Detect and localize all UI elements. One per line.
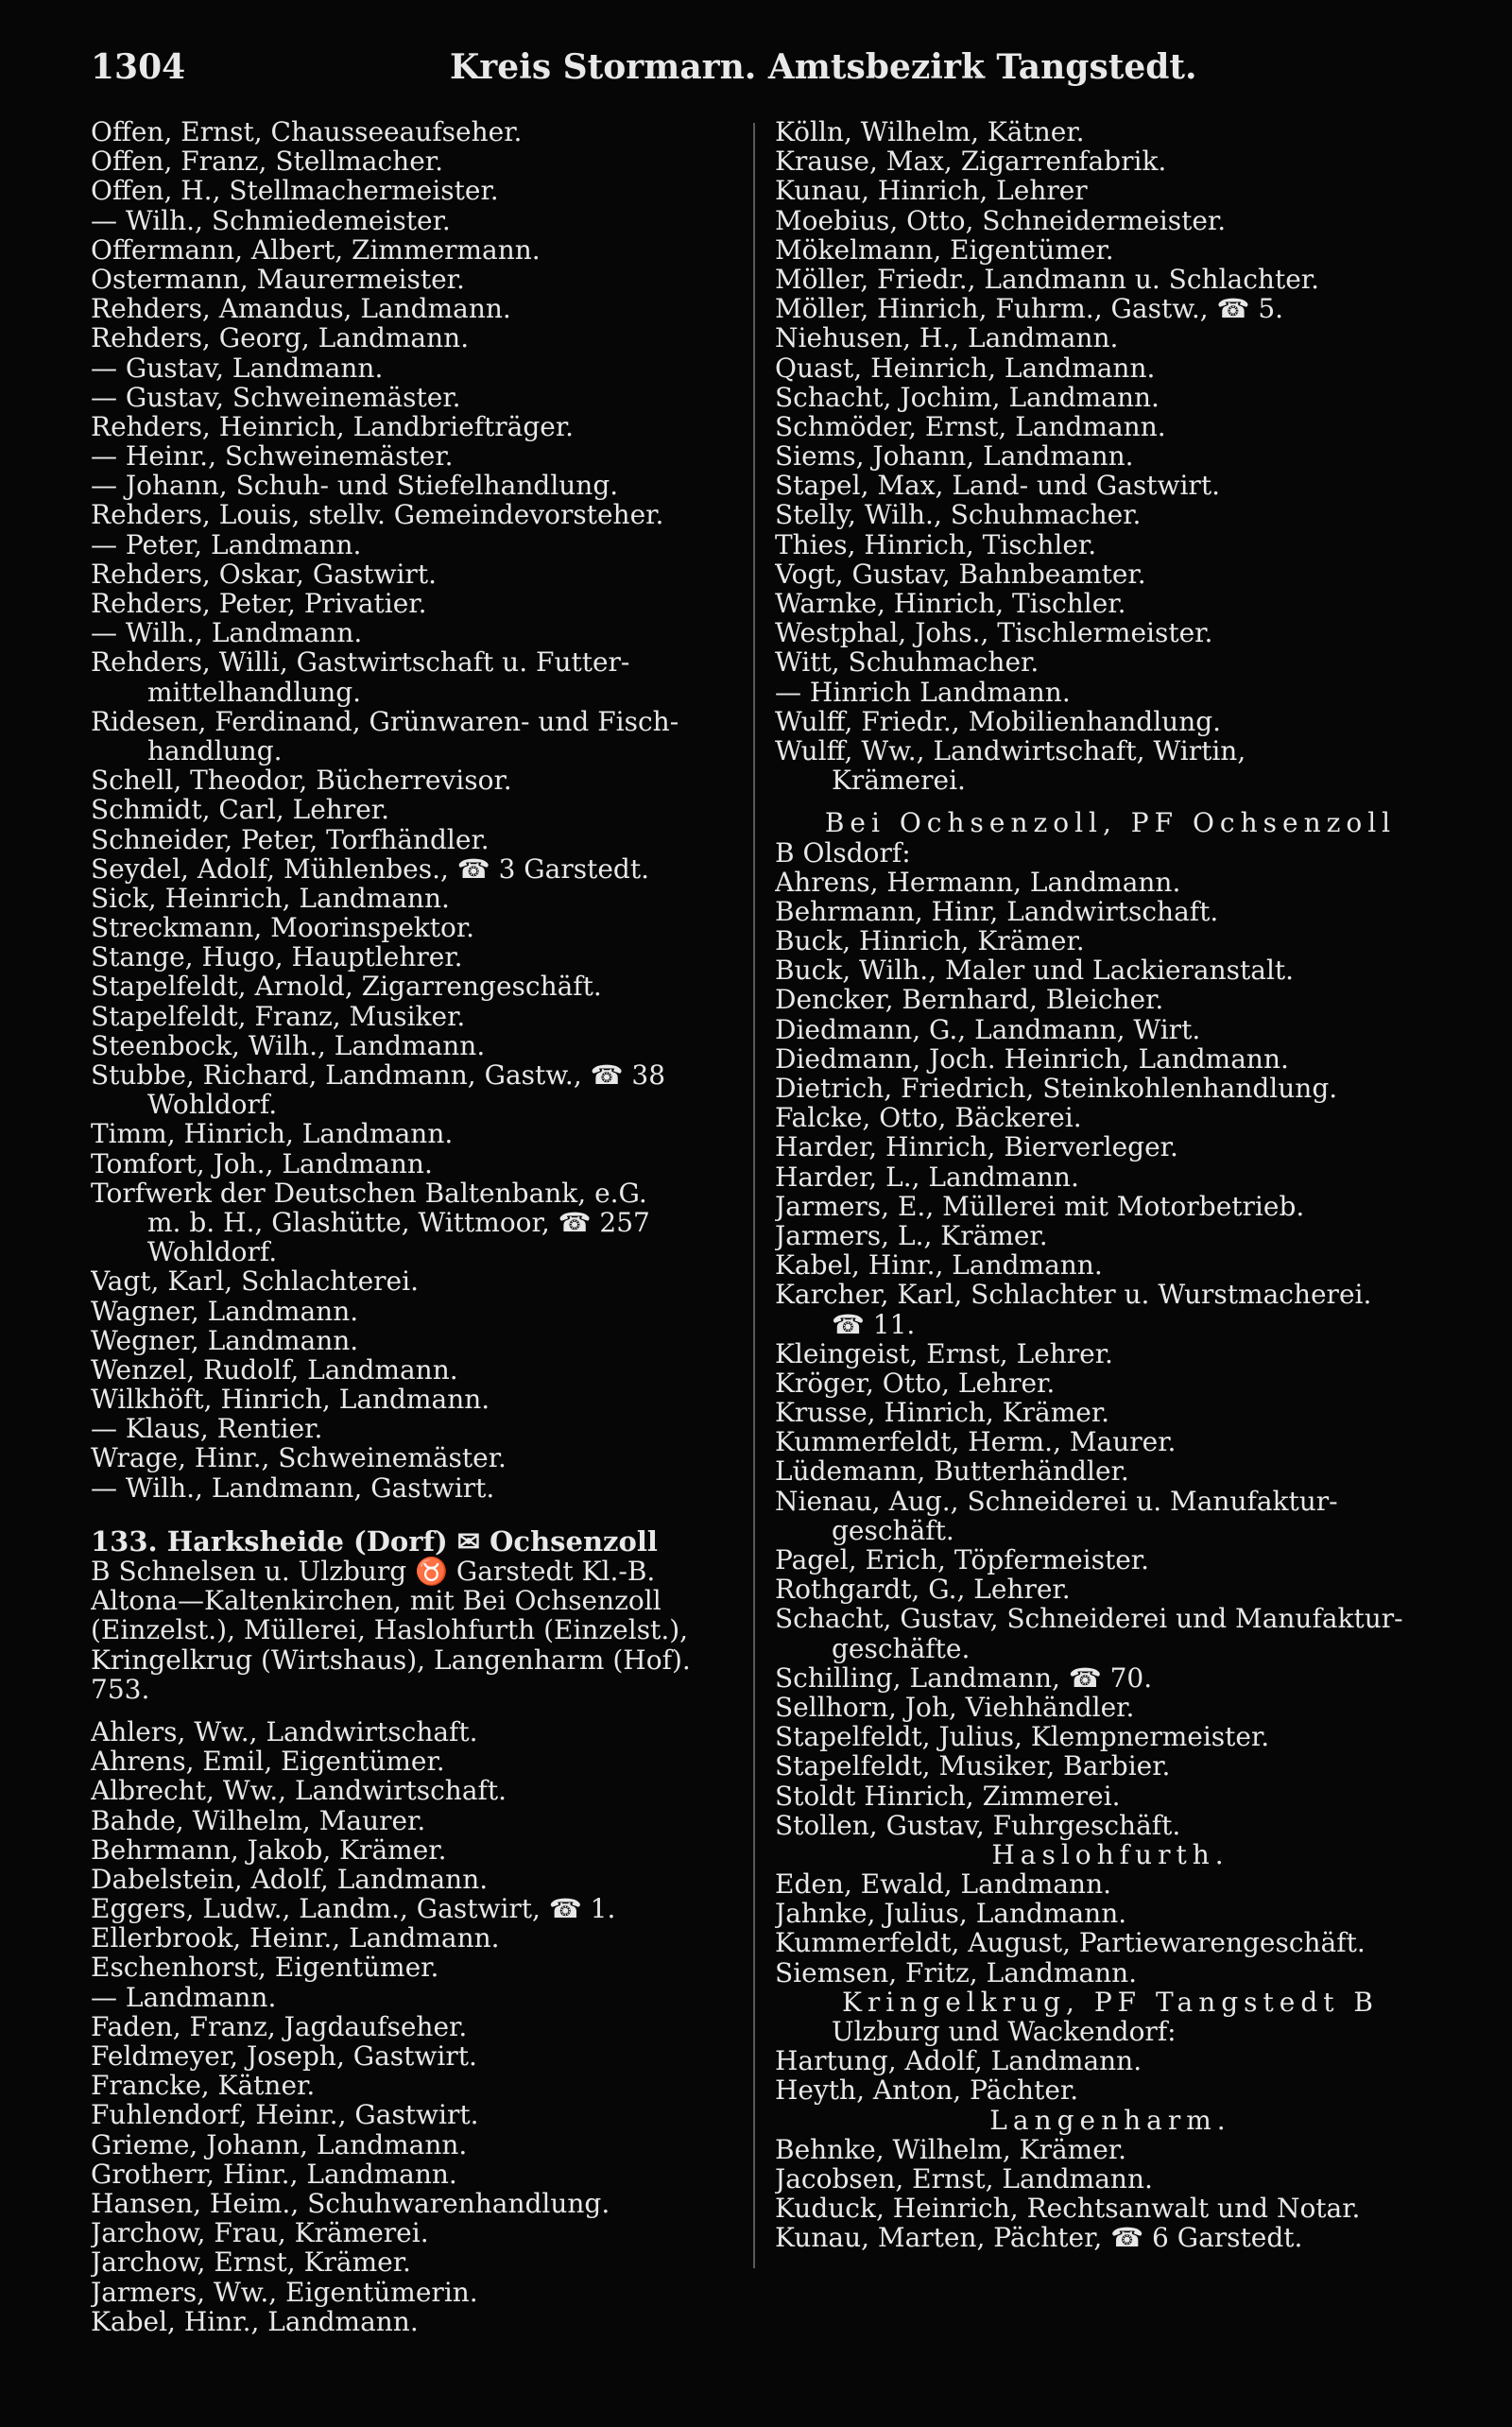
- locality-heading: 133. Harksheide (Dorf) ✉ Ochsenzoll: [91, 1526, 658, 1557]
- directory-entry: — Wilh., Landmann.: [91, 618, 363, 648]
- directory-entry: Dabelstein, Adolf, Landmann.: [91, 1864, 489, 1895]
- directory-entry: Grotherr, Hinr., Landmann.: [91, 2159, 457, 2189]
- directory-entry: Thies, Hinrich, Tischler.: [775, 529, 1097, 559]
- directory-entry: Buck, Wilh., Maler und Lackieranstalt.: [775, 955, 1295, 986]
- directory-entry: Rehders, Willi, Gastwirtschaft u. Futter-: [91, 647, 630, 678]
- directory-entry: Kunau, Marten, Pächter, ☎ 6 Garstedt.: [775, 2223, 1303, 2253]
- directory-entry: Rehders, Georg, Landmann.: [91, 323, 470, 353]
- directory-entry: Stapelfeldt, Julius, Klempnermeister.: [775, 1722, 1270, 1752]
- directory-entry: Ahrens, Emil, Eigentümer.: [91, 1747, 445, 1777]
- directory-entry: Francke, Kätner.: [91, 2071, 316, 2101]
- sub-locality-heading: Kringelkrug, PF Tangstedt B: [841, 1987, 1379, 2017]
- directory-entry: Feldmeyer, Joseph, Gastwirt.: [91, 2041, 477, 2072]
- right-column: [775, 117, 1446, 2253]
- directory-entry: Schacht, Jochim, Landmann.: [775, 382, 1160, 412]
- directory-entry: Schmöder, Ernst, Landmann.: [775, 411, 1166, 442]
- directory-entry: Schneider, Peter, Torfhändler.: [91, 824, 490, 854]
- directory-entry: Wegner, Landmann.: [91, 1325, 359, 1355]
- sub-locality-heading: Bei Ochsenzoll, PF Ochsenzoll: [824, 808, 1397, 838]
- directory-entry: Sellhorn, Joh, Viehhändler.: [775, 1692, 1135, 1723]
- directory-entry: Schacht, Gustav, Schneiderei und Manufaktur-: [775, 1604, 1403, 1634]
- directory-entry: Harder, Hinrich, Bierverleger.: [775, 1132, 1178, 1162]
- directory-entry: Albrecht, Ww., Landwirtschaft.: [91, 1776, 507, 1806]
- directory-entry: Wilkhöft, Hinrich, Landmann.: [91, 1385, 490, 1415]
- directory-entry: Kringelkrug (Wirtshaus), Langenharm (Hof).: [91, 1644, 691, 1675]
- left-column: [91, 117, 743, 2336]
- spacer: [91, 1704, 743, 1717]
- sub-locality-heading: Langenharm.: [989, 2105, 1231, 2135]
- directory-entry: Kummerfeldt, Herm., Maurer.: [775, 1427, 1177, 1457]
- directory-entry: Karcher, Karl, Schlachter u. Wurstmacherei.: [775, 1280, 1372, 1310]
- directory-entry: — Peter, Landmann.: [91, 529, 362, 559]
- directory-entry: Moebius, Otto, Schneidermeister.: [775, 205, 1227, 235]
- directory-entry: — Wilh., Schmiedemeister.: [91, 205, 451, 235]
- column-divider: [753, 123, 755, 2268]
- page-header: [91, 47, 1433, 100]
- directory-entry: Diedmann, Joch. Heinrich, Landmann.: [775, 1043, 1289, 1074]
- directory-entry: Ostermann, Maurermeister.: [91, 264, 465, 295]
- directory-entry: — Hinrich Landmann.: [775, 677, 1071, 707]
- directory-entry: Wulff, Friedr., Mobilienhandlung.: [775, 706, 1222, 736]
- directory-entry: Kleingeist, Ernst, Lehrer.: [775, 1338, 1113, 1368]
- directory-entry: Krusse, Hinrich, Krämer.: [775, 1398, 1110, 1428]
- directory-entry: Nienau, Aug., Schneiderei u. Manufaktur-: [775, 1486, 1338, 1516]
- directory-entry: Stubbe, Richard, Landmann, Gastw., ☎ 38: [91, 1060, 666, 1091]
- entry-continuation: Ulzburg und Wackendorf:: [832, 2017, 1177, 2047]
- directory-entry: Heyth, Anton, Pächter.: [775, 2075, 1079, 2106]
- entry-continuation: ☎ 11.: [832, 1309, 916, 1339]
- directory-entry: Offen, Ernst, Chausseeaufseher.: [91, 117, 523, 147]
- directory-entry: Kabel, Hinr., Landmann.: [775, 1250, 1103, 1281]
- directory-entry: Schilling, Landmann, ☎ 70.: [775, 1662, 1153, 1693]
- directory-entry: (Einzelst.), Müllerei, Haslohfurth (Einzelst.),: [91, 1615, 689, 1645]
- directory-entry: Jahnke, Julius, Landmann.: [775, 1899, 1127, 1929]
- directory-entry: Grieme, Johann, Landmann.: [91, 2129, 468, 2160]
- directory-entry: Ahrens, Hermann, Landmann.: [775, 867, 1181, 897]
- directory-entry: — Johann, Schuh- und Stiefelhandlung.: [91, 471, 619, 501]
- directory-entry: — Wilh., Landmann, Gastwirt.: [91, 1472, 495, 1503]
- entry-continuation: Krämerei.: [832, 766, 966, 796]
- directory-entry: Harder, L., Landmann.: [775, 1162, 1079, 1192]
- entry-continuation: Wohldorf.: [147, 1237, 278, 1267]
- directory-entry: Kummerfeldt, August, Partiewarengeschäft.: [775, 1928, 1366, 1958]
- directory-entry: — Gustav, Schweinemäster.: [91, 382, 461, 412]
- directory-entry: Altona—Kaltenkirchen, mit Bei Ochsenzoll: [91, 1586, 662, 1616]
- directory-entry: Hartung, Adolf, Landmann.: [775, 2046, 1143, 2076]
- directory-entry: B Olsdorf:: [775, 837, 911, 868]
- directory-entry: Jarmers, L., Krämer.: [775, 1220, 1048, 1251]
- directory-entry: Möller, Friedr., Landmann u. Schlachter.: [775, 264, 1319, 295]
- directory-entry: Westphal, Johs., Tischlermeister.: [775, 618, 1213, 648]
- directory-entry: Stange, Hugo, Hauptlehrer.: [91, 942, 463, 973]
- directory-entry: Jacobsen, Ernst, Landmann.: [775, 2163, 1153, 2195]
- directory-entry: Kölln, Wilhelm, Kätner.: [775, 117, 1085, 147]
- directory-entry: Rehders, Amandus, Landmann.: [91, 294, 511, 324]
- directory-entry: Niehusen, H., Landmann.: [775, 323, 1119, 353]
- directory-entry: Behrmann, Hinr, Landwirtschaft.: [775, 896, 1219, 927]
- directory-entry: Witt, Schuhmacher.: [775, 647, 1040, 678]
- directory-entry: Ridesen, Ferdinand, Grünwaren- und Fisch-: [91, 706, 679, 736]
- directory-entry: Kunau, Hinrich, Lehrer: [775, 176, 1088, 206]
- directory-entry: Faden, Franz, Jagdaufseher.: [91, 2011, 468, 2041]
- directory-entry: Offen, Franz, Stellmacher.: [91, 146, 443, 177]
- directory-entry: Fuhlendorf, Heinr., Gastwirt.: [91, 2100, 479, 2130]
- directory-entry: Seydel, Adolf, Mühlenbes., ☎ 3 Garstedt.: [91, 853, 650, 884]
- directory-entry: — Heinr., Schweinemäster.: [91, 441, 454, 472]
- directory-entry: Jarmers, Ww., Eigentümerin.: [91, 2277, 478, 2307]
- directory-entry: Sick, Heinrich, Landmann.: [91, 883, 450, 914]
- sub-locality-heading: Haslohfurth.: [991, 1839, 1229, 1870]
- directory-entry: Diedmann, G., Landmann, Wirt.: [775, 1014, 1201, 1044]
- directory-entry: Hansen, Heim., Schuhwarenhandlung.: [91, 2188, 610, 2219]
- entry-continuation: m. b. H., Glashütte, Wittmoor, ☎ 257: [147, 1207, 650, 1238]
- directory-entry: Rehders, Heinrich, Landbriefträger.: [91, 411, 575, 442]
- directory-entry: Stapelfeldt, Arnold, Zigarrengeschäft.: [91, 972, 602, 1002]
- spacer: [91, 1503, 743, 1527]
- directory-entry: Wulff, Ww., Landwirtschaft, Wirtin,: [775, 735, 1246, 766]
- directory-entry: Eschenhorst, Eigentümer.: [91, 1953, 439, 1983]
- spacer: [775, 795, 1446, 808]
- directory-entry: Torfwerk der Deutschen Baltenbank, e.G.: [91, 1178, 647, 1208]
- directory-entry: Behnke, Wilhelm, Krämer.: [775, 2134, 1126, 2164]
- directory-entry: Dietrich, Friedrich, Steinkohlenhandlung.: [775, 1074, 1338, 1104]
- directory-entry: Dencker, Bernhard, Bleicher.: [775, 985, 1164, 1015]
- directory-entry: Rehders, Peter, Privatier.: [91, 589, 427, 619]
- directory-entry: Vogt, Gustav, Bahnbeamter.: [775, 559, 1146, 589]
- directory-entry: Ellerbrook, Heinr., Landmann.: [91, 1923, 500, 1954]
- directory-entry: Buck, Hinrich, Krämer.: [775, 926, 1085, 956]
- directory-entry: Streckmann, Moorinspektor.: [91, 913, 475, 943]
- directory-entry: Tomfort, Joh., Landmann.: [91, 1148, 433, 1179]
- directory-entry: Lüdemann, Butterhändler.: [775, 1456, 1129, 1487]
- directory-entry: Stapel, Max, Land- und Gastwirt.: [775, 471, 1220, 501]
- directory-entry: Eggers, Ludw., Landm., Gastwirt, ☎ 1.: [91, 1894, 616, 1924]
- directory-entry: Kabel, Hinr., Landmann.: [91, 2306, 419, 2336]
- directory-entry: Stollen, Gustav, Fuhrgeschäft.: [775, 1810, 1181, 1840]
- directory-entry: Bahde, Wilhelm, Maurer.: [91, 1805, 426, 1835]
- directory-entry: Kuduck, Heinrich, Rechtsanwalt und Notar.: [775, 2194, 1361, 2224]
- directory-entry: Rehders, Oskar, Gastwirt.: [91, 559, 437, 589]
- running-title: Kreis Stormarn. Amtsbezirk Tangstedt.: [450, 47, 1197, 87]
- directory-entry: Jarchow, Frau, Krämerei.: [91, 2218, 429, 2248]
- directory-entry: Warnke, Hinrich, Tischler.: [775, 589, 1126, 619]
- directory-entry: Falcke, Otto, Bäckerei.: [775, 1103, 1082, 1133]
- entry-continuation: mittelhandlung.: [147, 677, 362, 707]
- directory-entry: Möller, Hinrich, Fuhrm., Gastw., ☎ 5.: [775, 294, 1284, 324]
- entry-continuation: geschäfte.: [832, 1633, 971, 1663]
- directory-entry: Stapelfeldt, Musiker, Barbier.: [775, 1751, 1171, 1782]
- directory-entry: Stapelfeldt, Franz, Musiker.: [91, 1001, 466, 1031]
- directory-entry: B Schnelsen u. Ulzburg ♉ Garstedt Kl.-B.: [91, 1557, 656, 1587]
- directory-entry: Eden, Ewald, Landmann.: [775, 1869, 1112, 1900]
- directory-entry: Rothgardt, G., Lehrer.: [775, 1575, 1071, 1605]
- directory-entry: — Landmann.: [91, 1982, 277, 2012]
- directory-entry: Offen, H., Stellmachermeister.: [91, 176, 499, 206]
- directory-entry: Schmidt, Carl, Lehrer.: [91, 795, 389, 825]
- directory-entry: Jarmers, E., Müllerei mit Motorbetrieb.: [775, 1191, 1305, 1221]
- directory-entry: Stelly, Wilh., Schuhmacher.: [775, 500, 1142, 530]
- directory-entry: Offermann, Albert, Zimmermann.: [91, 234, 541, 265]
- directory-entry: Wrage, Hinr., Schweinemäster.: [91, 1443, 507, 1473]
- directory-entry: Vagt, Karl, Schlachterei.: [91, 1266, 419, 1297]
- directory-entry: — Gustav, Landmann.: [91, 353, 384, 383]
- directory-entry: Timm, Hinrich, Landmann.: [91, 1119, 454, 1149]
- directory-entry: Jarchow, Ernst, Krämer.: [91, 2247, 411, 2278]
- directory-entry: Kröger, Otto, Lehrer.: [775, 1368, 1056, 1399]
- entry-continuation: geschäft.: [832, 1515, 954, 1545]
- directory-entry: Steenbock, Wilh., Landmann.: [91, 1030, 486, 1060]
- directory-entry: Siems, Johann, Landmann.: [775, 441, 1134, 472]
- directory-entry: Wagner, Landmann.: [91, 1296, 359, 1326]
- directory-entry: Rehders, Louis, stellv. Gemeindevorsteher.: [91, 500, 664, 530]
- directory-entry: Krause, Max, Zigarrenfabrik.: [775, 146, 1167, 177]
- directory-entry: Quast, Heinrich, Landmann.: [775, 353, 1156, 383]
- directory-entry: Schell, Theodor, Bücherrevisor.: [91, 766, 512, 796]
- directory-entry: — Klaus, Rentier.: [91, 1414, 323, 1444]
- entry-continuation: Wohldorf.: [147, 1090, 278, 1120]
- page-number: 1304: [91, 47, 186, 87]
- directory-entry: 753.: [91, 1674, 150, 1704]
- directory-entry: Stoldt Hinrich, Zimmerei.: [775, 1781, 1121, 1811]
- directory-entry: Mökelmann, Eigentümer.: [775, 234, 1114, 265]
- directory-entry: Behrmann, Jakob, Krämer.: [91, 1834, 447, 1865]
- directory-entry: Wenzel, Rudolf, Landmann.: [91, 1354, 458, 1386]
- directory-entry: Siemsen, Fritz, Landmann.: [775, 1957, 1138, 1988]
- directory-entry: Pagel, Erich, Töpfermeister.: [775, 1545, 1149, 1575]
- entry-continuation: handlung.: [147, 735, 283, 766]
- directory-entry: Ahlers, Ww., Landwirtschaft.: [91, 1716, 478, 1747]
